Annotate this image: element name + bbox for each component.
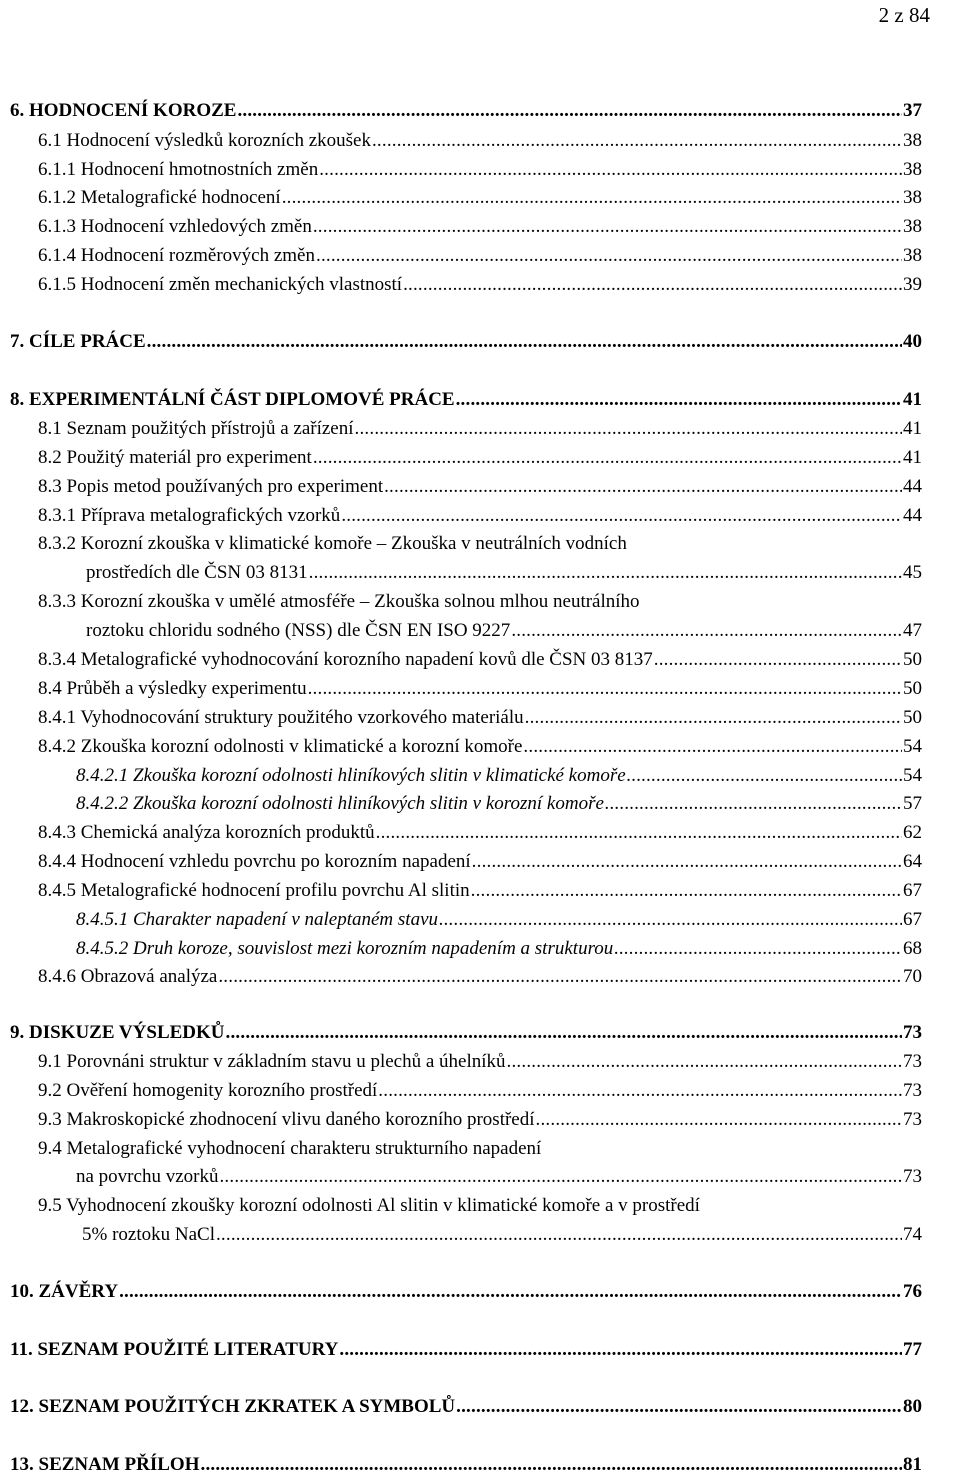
toc-page: 74: [903, 1224, 922, 1245]
toc-page: 45: [903, 562, 922, 583]
toc-leader: [341, 505, 902, 527]
toc-entry[interactable]: [38, 851, 922, 873]
toc-entry[interactable]: [38, 1109, 922, 1131]
toc-leader: [525, 707, 902, 729]
page-number: 2 z 84: [878, 3, 930, 27]
toc-entry[interactable]: [38, 159, 922, 181]
toc-entry[interactable]: [38, 1051, 922, 1073]
toc-page: 38: [903, 245, 922, 266]
toc-entry[interactable]: [38, 822, 922, 844]
toc-entry[interactable]: [38, 678, 922, 700]
toc-leader: [376, 822, 902, 844]
toc-label: 7. CÍLE PRÁCE: [10, 331, 146, 352]
toc-page: 41: [903, 418, 922, 439]
toc-entry[interactable]: [38, 476, 922, 498]
toc-leader: [309, 562, 902, 584]
toc-leader: [313, 447, 902, 469]
toc-label: 8. EXPERIMENTÁLNÍ ČÁST DIPLOMOVÉ PRÁCE: [10, 389, 455, 410]
toc-entry[interactable]: [76, 1166, 922, 1188]
toc-label: 6.1.3 Hodnocení vzhledových změn: [38, 216, 312, 237]
toc-leader: [456, 389, 902, 411]
toc-entry-first-line: 9.5 Vyhodnocení zkoušky korozní odolnosti Al slitin v klimatické komoře a v prostředí: [38, 1195, 700, 1216]
toc-label: 6.1.1 Hodnocení hmotnostních změn: [38, 159, 319, 180]
toc-page: 67: [903, 880, 922, 901]
toc-label: 9.3 Makroskopické zhodnocení vlivu daného korozního prostředí: [38, 1109, 535, 1130]
toc-label: 8.4.1 Vyhodnocování struktury použitého vzorkového materiálu: [38, 707, 524, 728]
toc-entry[interactable]: [10, 1396, 922, 1418]
toc-entry[interactable]: [10, 100, 922, 122]
toc-entry[interactable]: [38, 418, 922, 440]
toc-page: 38: [903, 159, 922, 180]
toc-leader: [511, 620, 902, 642]
toc-page: 67: [903, 909, 922, 930]
toc-label: 8.4.3 Chemická analýza korozních produktů: [38, 822, 375, 843]
toc-label: 8.4 Průběh a výsledky experimentu: [38, 678, 307, 699]
toc-page: 73: [903, 1080, 922, 1101]
toc-leader: [319, 159, 902, 181]
toc-page: 73: [903, 1109, 922, 1130]
toc-label: 11. SEZNAM POUŽITÉ LITERATURY: [10, 1339, 339, 1360]
toc-label: 10. ZÁVĚRY: [10, 1281, 119, 1302]
toc-leader: [384, 476, 902, 498]
toc-entry-first-line: 9.4 Metalografické vyhodnocení charakteru strukturního napadení: [38, 1138, 542, 1159]
toc-label: 8.4.5 Metalografické hodnocení profilu povrchu Al slitin: [38, 880, 470, 901]
toc-label: 6.1.2 Metalografické hodnocení: [38, 187, 281, 208]
toc-label: 8.4.2.2 Zkouška korozní odolnosti hliníkových slitin v korozní komoře: [76, 793, 604, 814]
toc-page: 70: [903, 966, 922, 987]
toc-entry[interactable]: [10, 389, 922, 411]
toc-page: 40: [903, 331, 922, 352]
toc-page: 38: [903, 216, 922, 237]
toc-leader: [627, 765, 902, 787]
toc-page: 37: [903, 100, 922, 121]
toc-label: 5% roztoku NaCl: [82, 1224, 215, 1245]
toc-leader: [523, 736, 902, 758]
toc-entry[interactable]: [38, 966, 922, 988]
toc-label: 8.4.2.1 Zkouška korozní odolnosti hliníkových slitin v klimatické komoře: [76, 765, 626, 786]
toc-leader: [201, 1454, 903, 1476]
toc-leader: [316, 245, 902, 267]
toc-label: 6.1.4 Hodnocení rozměrových změn: [38, 245, 315, 266]
toc-page: 73: [903, 1022, 922, 1043]
toc-entry[interactable]: [38, 447, 922, 469]
toc-page: 44: [903, 476, 922, 497]
toc-leader: [372, 130, 902, 152]
toc-entry[interactable]: [38, 736, 922, 758]
toc-page: 64: [903, 851, 922, 872]
toc-label: prostředích dle ČSN 03 8131: [86, 562, 308, 583]
toc-label: 9.2 Ověření homogenity korozního prostředí: [38, 1080, 378, 1101]
toc-entry[interactable]: [76, 938, 922, 960]
toc-page: 41: [903, 447, 922, 468]
toc-leader: [472, 851, 902, 873]
toc-leader: [237, 100, 902, 122]
toc-label: 8.4.5.1 Charakter napadení v naleptaném stavu: [76, 909, 439, 930]
toc-leader: [614, 938, 902, 960]
toc-entry[interactable]: [76, 793, 922, 815]
toc-entry[interactable]: [10, 1454, 922, 1476]
toc-page: 38: [903, 130, 922, 151]
toc-page: 50: [903, 707, 922, 728]
toc-entry[interactable]: [38, 130, 922, 152]
toc-label: roztoku chloridu sodného (NSS) dle ČSN EN ISO 9227: [86, 620, 511, 641]
toc-label: 9. DISKUZE VÝSLEDKŮ: [10, 1022, 225, 1043]
toc-page: 80: [903, 1396, 922, 1417]
toc-entry[interactable]: [38, 1080, 922, 1102]
toc-leader: [605, 793, 902, 815]
toc-leader: [378, 1080, 902, 1102]
toc-entry[interactable]: [10, 331, 922, 353]
toc-entry[interactable]: [76, 765, 922, 787]
toc-label: 6.1.5 Hodnocení změn mechanických vlastností: [38, 274, 403, 295]
toc-entry[interactable]: [10, 1022, 922, 1044]
toc-page: 39: [903, 274, 922, 295]
toc-entry[interactable]: [38, 707, 922, 729]
toc-page: 73: [903, 1051, 922, 1072]
toc-label: 9.1 Porovnáni struktur v základním stavu u plechů a úhelníků: [38, 1051, 506, 1072]
toc-page: 50: [903, 649, 922, 670]
toc-label: 8.4.6 Obrazová analýza: [38, 966, 218, 987]
toc-page: 57: [903, 793, 922, 814]
toc-page: 47: [903, 620, 922, 641]
toc-leader: [456, 1396, 902, 1418]
toc-entry[interactable]: [76, 909, 922, 931]
toc-entry[interactable]: [38, 245, 922, 267]
toc-label: na povrchu vzorků: [76, 1166, 219, 1187]
toc-entry[interactable]: [86, 562, 922, 584]
toc-entry[interactable]: [38, 216, 922, 238]
toc-leader: [403, 274, 902, 296]
toc-entry[interactable]: [38, 274, 922, 296]
toc-page: 54: [903, 736, 922, 757]
toc-entry[interactable]: [38, 187, 922, 209]
toc-label: 8.3.4 Metalografické vyhodnocování korozního napadení kovů dle ČSN 03 8137: [38, 649, 653, 670]
toc-entry[interactable]: [10, 1281, 922, 1303]
toc-entry[interactable]: [82, 1224, 922, 1246]
toc-page: 81: [903, 1454, 922, 1475]
toc-label: 13. SEZNAM PŘÍLOH: [10, 1454, 200, 1475]
toc-leader: [216, 1224, 902, 1246]
toc-leader: [536, 1109, 902, 1131]
toc-page: 62: [903, 822, 922, 843]
toc-leader: [313, 216, 902, 238]
toc-leader: [218, 966, 902, 988]
toc-page: 38: [903, 187, 922, 208]
toc-leader: [339, 1339, 902, 1361]
toc-label: 8.3 Popis metod používaných pro experiment: [38, 476, 384, 497]
toc-entry[interactable]: [38, 880, 922, 902]
toc-entry[interactable]: [10, 1339, 922, 1361]
toc-leader: [147, 331, 902, 353]
toc-page: 77: [903, 1339, 922, 1360]
toc-leader: [507, 1051, 902, 1073]
toc-page: 50: [903, 678, 922, 699]
toc-label: 8.2 Použitý materiál pro experiment: [38, 447, 312, 468]
toc-entry-first-line: 8.3.2 Korozní zkouška v klimatické komoře – Zkouška v neutrálních vodních: [38, 533, 627, 554]
toc-label: 8.4.2 Zkouška korozní odolnosti v klimatické a korozní komoře: [38, 736, 523, 757]
toc-leader: [226, 1022, 902, 1044]
toc-entry[interactable]: [38, 505, 922, 527]
toc-label: 8.1 Seznam použitých přístrojů a zařízení: [38, 418, 354, 439]
toc-label: 8.4.5.2 Druh koroze, souvislost mezi korozním napadením a strukturou: [76, 938, 614, 959]
toc-page: 73: [903, 1166, 922, 1187]
toc-entry[interactable]: [38, 649, 922, 671]
toc-page: 44: [903, 505, 922, 526]
toc-leader: [439, 909, 902, 931]
toc-leader: [219, 1166, 902, 1188]
toc-leader: [308, 678, 902, 700]
toc-leader: [654, 649, 902, 671]
toc-entry-first-line: 8.3.3 Korozní zkouška v umělé atmosféře – Zkouška solnou mlhou neutrálního: [38, 591, 640, 612]
toc-leader: [355, 418, 902, 440]
toc-leader: [471, 880, 902, 902]
toc-page: 68: [903, 938, 922, 959]
toc-page: 41: [903, 389, 922, 410]
toc-label: 8.3.1 Příprava metalografických vzorků: [38, 505, 341, 526]
toc-entry[interactable]: [86, 620, 922, 642]
toc-leader: [282, 187, 902, 209]
toc-label: 6. HODNOCENÍ KOROZE: [10, 100, 237, 121]
toc-page: 76: [903, 1281, 922, 1302]
toc-label: 6.1 Hodnocení výsledků korozních zkoušek: [38, 130, 371, 151]
toc-label: 12. SEZNAM POUŽITÝCH ZKRATEK A SYMBOLŮ: [10, 1396, 456, 1417]
toc-label: 8.4.4 Hodnocení vzhledu povrchu po korozním napadení: [38, 851, 471, 872]
toc-page: 54: [903, 765, 922, 786]
toc-leader: [119, 1281, 902, 1303]
